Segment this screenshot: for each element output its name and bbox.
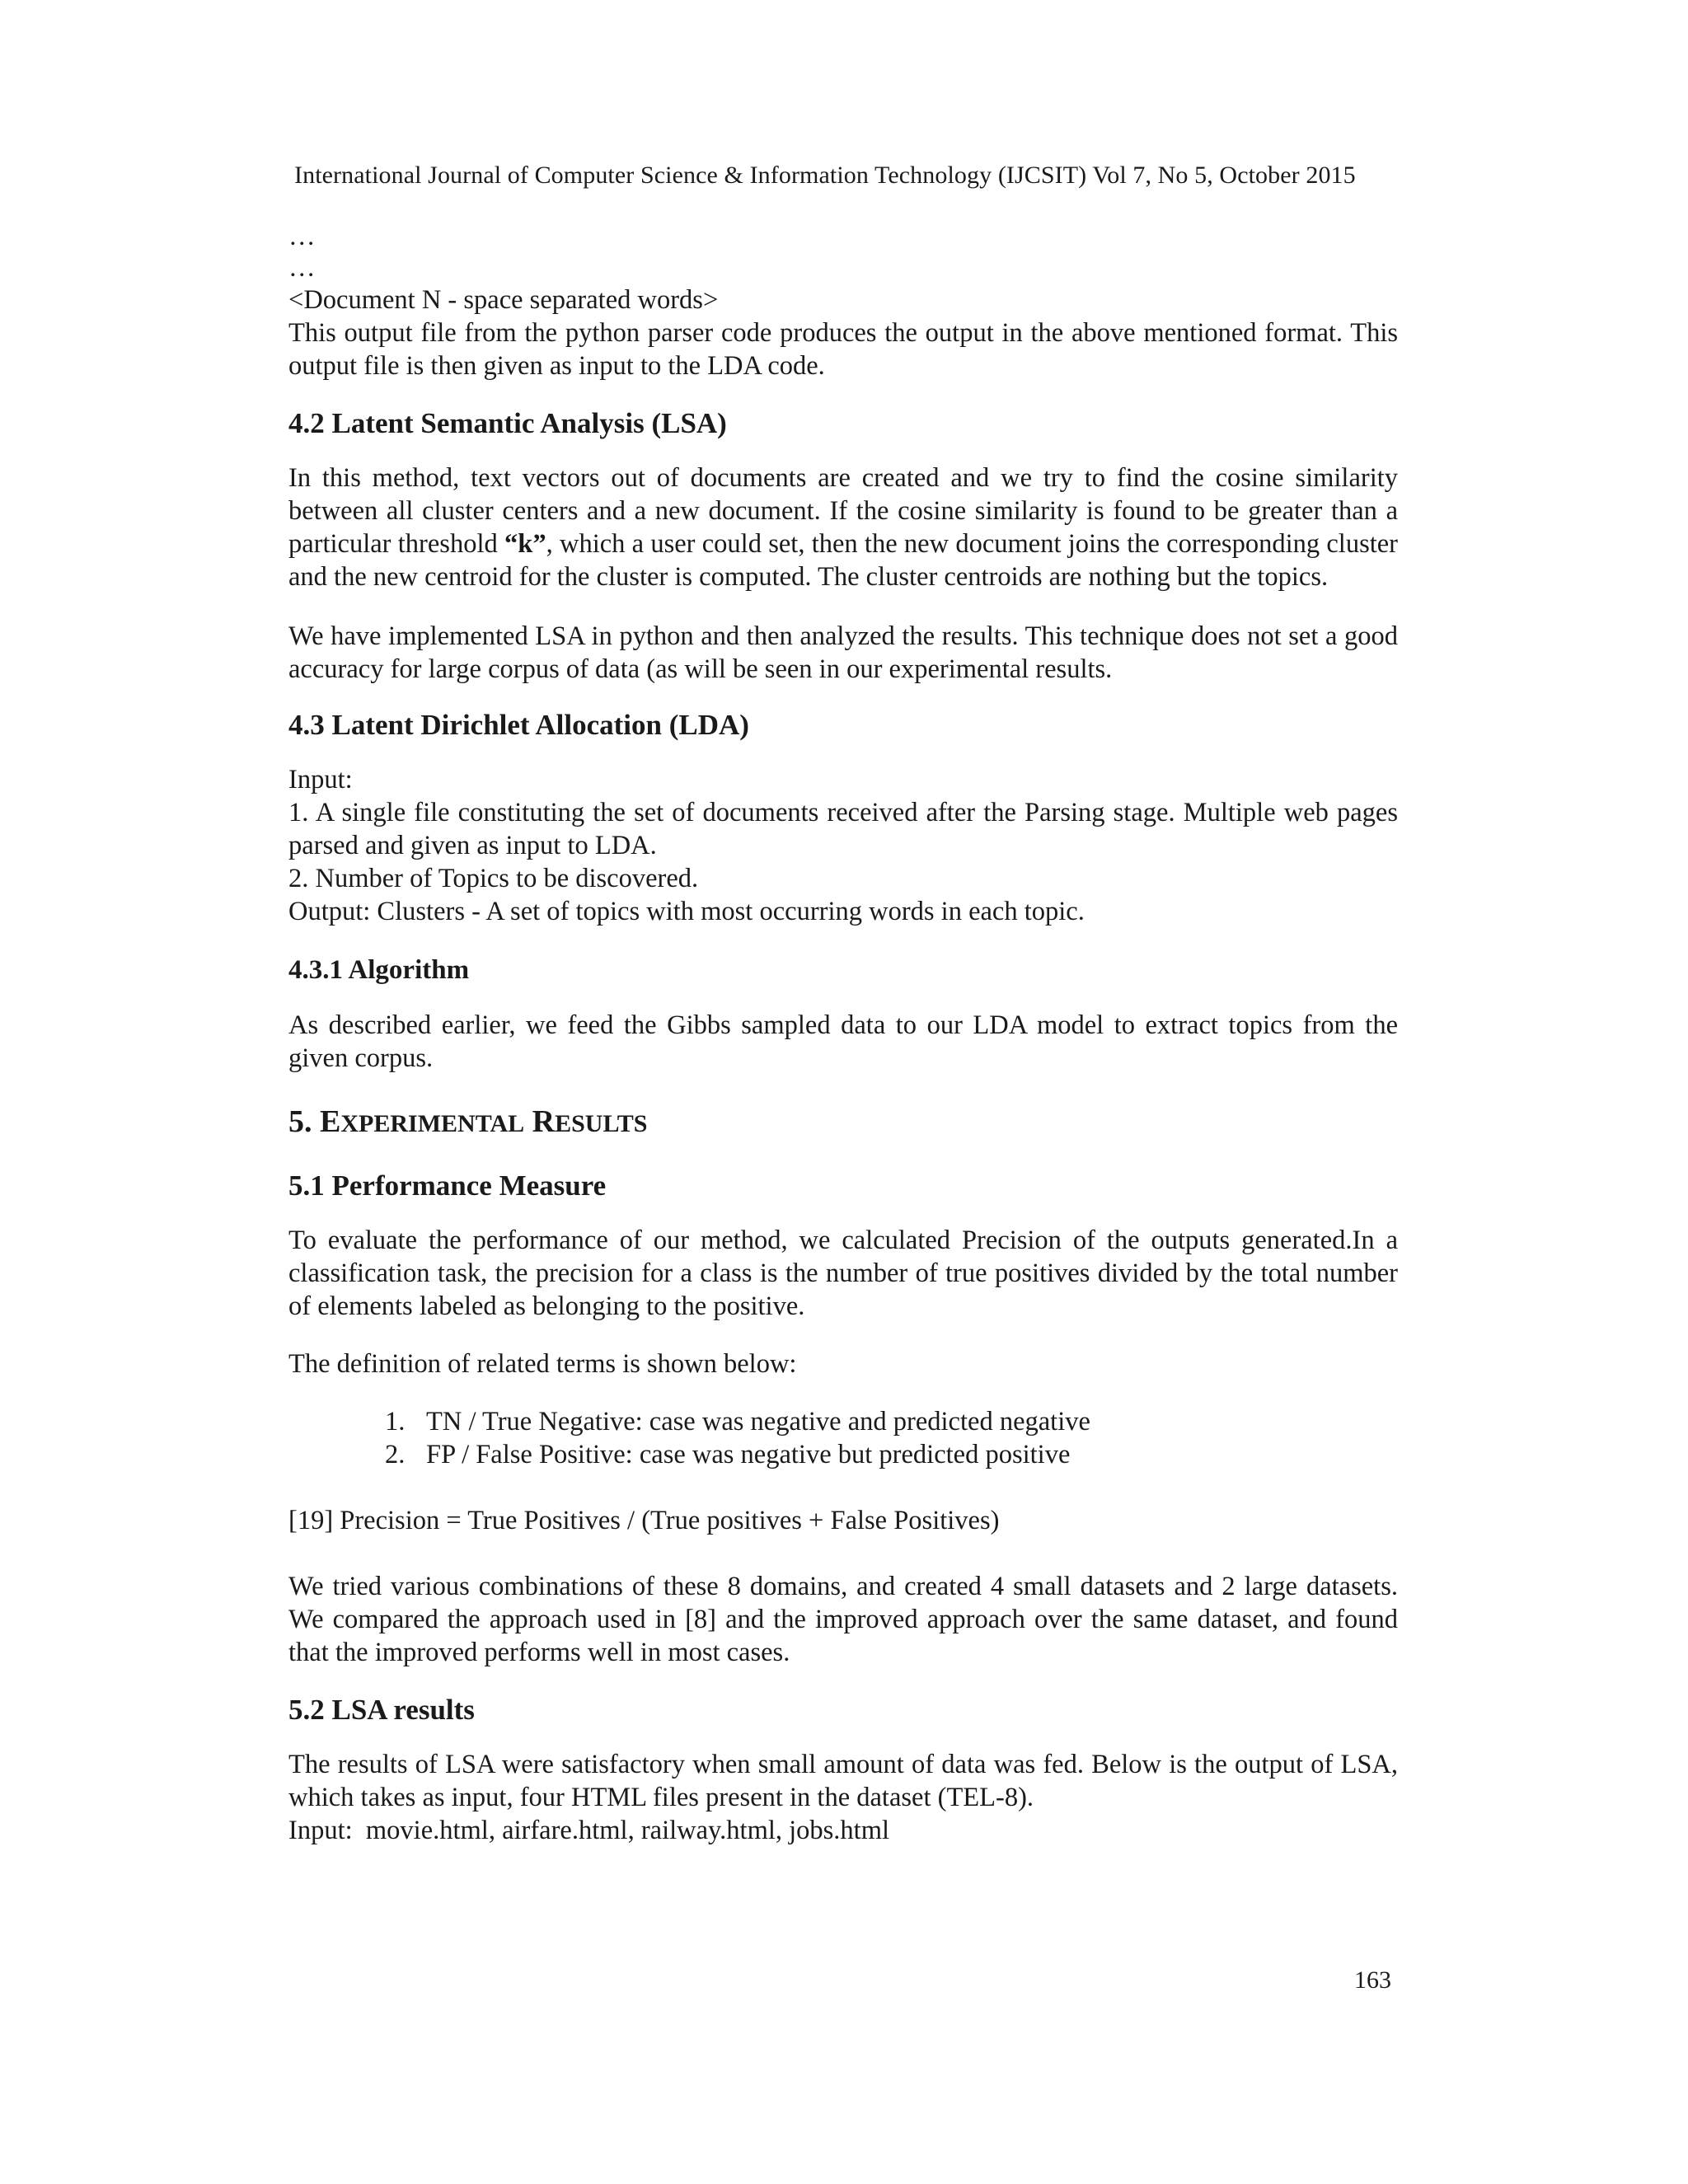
heading-4-2: 4.2 Latent Semantic Analysis (LSA) bbox=[288, 407, 727, 439]
ellipsis-line: … bbox=[288, 222, 316, 251]
list-item-number: 2. bbox=[385, 1440, 406, 1469]
lsa-paragraph-2: We have implemented LSA in python and then analyzed the results. This technique does not set a good accuracy for large corpus of data (as will be seen in our experimental results. bbox=[288, 621, 1398, 684]
lsa-results-paragraph: The results of LSA were satisfactory when small amount of data was fed. Below is the output of LSA, which takes as input, four HTML files present in the dataset (TEL-8). bbox=[288, 1750, 1398, 1812]
lsa-text-1: In this method, text vectors out of documents are created and we try to find the cosine similarity between all cluster centers and a new document. If the cosine similarity is found to be greater than a particular threshold bbox=[288, 463, 1398, 559]
heading-5-e: E bbox=[320, 1104, 341, 1139]
list-item-text: TN / True Negative: case was negative and predicted negative bbox=[426, 1407, 1090, 1436]
intro-paragraph: This output file from the python parser code produces the output in the above mentioned format. This output file is then given as input to the LDA code. bbox=[288, 318, 1398, 381]
heading-5-xperimental: XPERIMENTAL bbox=[340, 1110, 525, 1137]
datasets-paragraph: We tried various combinations of these 8 domains, and created 4 small datasets and 2 large datasets. We compared the approach used in [8] and the improved approach over the same dataset, and found that the improved performs well in most cases. bbox=[288, 1572, 1398, 1667]
definition-intro: The definition of related terms is shown below: bbox=[288, 1349, 797, 1379]
threshold-k: “k” bbox=[504, 529, 546, 559]
heading-4-3: 4.3 Latent Dirichlet Allocation (LDA) bbox=[288, 709, 749, 741]
terms-list bbox=[385, 1405, 1398, 1471]
list-item-number: 1. bbox=[385, 1407, 406, 1436]
running-header: International Journal of Computer Science & Information Technology (IJCSIT) Vol 7, No 5, October 2015 bbox=[294, 162, 1356, 189]
heading-4-3-1: 4.3.1 Algorithm bbox=[288, 955, 470, 985]
page-content bbox=[288, 221, 1398, 1847]
list-item bbox=[385, 1438, 1398, 1471]
page-number: 163 bbox=[1354, 1966, 1391, 1994]
lda-input-item-1: 1. A single file constituting the set of documents received after the Parsing stage. Multiple web pages parsed and given as input to LDA. bbox=[288, 798, 1398, 860]
heading-5-1: 5.1 Performance Measure bbox=[288, 1169, 607, 1202]
lsa-text-2: , which a user could set, then the new document joins the corresponding cluster and the new centroid for the cluster is computed. The cluster centroids are nothing but the topics. bbox=[288, 529, 1398, 592]
lsa-input-line: Input: movie.html, airfare.html, railway.html, jobs.html bbox=[288, 1816, 890, 1845]
lsa-paragraph-1 bbox=[288, 462, 1398, 593]
list-item-text: FP / False Positive: case was negative but predicted positive bbox=[426, 1440, 1071, 1469]
heading-5-r: R bbox=[532, 1104, 556, 1139]
ellipsis-line: … bbox=[288, 253, 316, 283]
heading-5 bbox=[288, 1103, 1398, 1143]
heading-5-2: 5.2 LSA results bbox=[288, 1694, 475, 1726]
lda-output-line: Output: Clusters - A set of topics with most occurring words in each topic. bbox=[288, 897, 1085, 926]
document-n-line: <Document N - space separated words> bbox=[288, 285, 719, 315]
performance-paragraph: To evaluate the performance of our method, we calculated Precision of the outputs generated.In a classification task, the precision for a class is the number of true positives divided by the total number of elements labeled as belonging to the positive. bbox=[288, 1226, 1398, 1321]
algorithm-paragraph: As described earlier, we feed the Gibbs sampled data to our LDA model to extract topics from the given corpus. bbox=[288, 1010, 1398, 1073]
lda-input-item-2: 2. Number of Topics to be discovered. bbox=[288, 864, 699, 893]
precision-formula: [19] Precision = True Positives / (True positives + False Positives) bbox=[288, 1506, 1000, 1535]
heading-5-esults: ESULTS bbox=[555, 1110, 648, 1137]
list-item bbox=[385, 1405, 1398, 1438]
input-label: Input: bbox=[288, 765, 353, 794]
heading-5-num: 5. bbox=[288, 1104, 320, 1139]
